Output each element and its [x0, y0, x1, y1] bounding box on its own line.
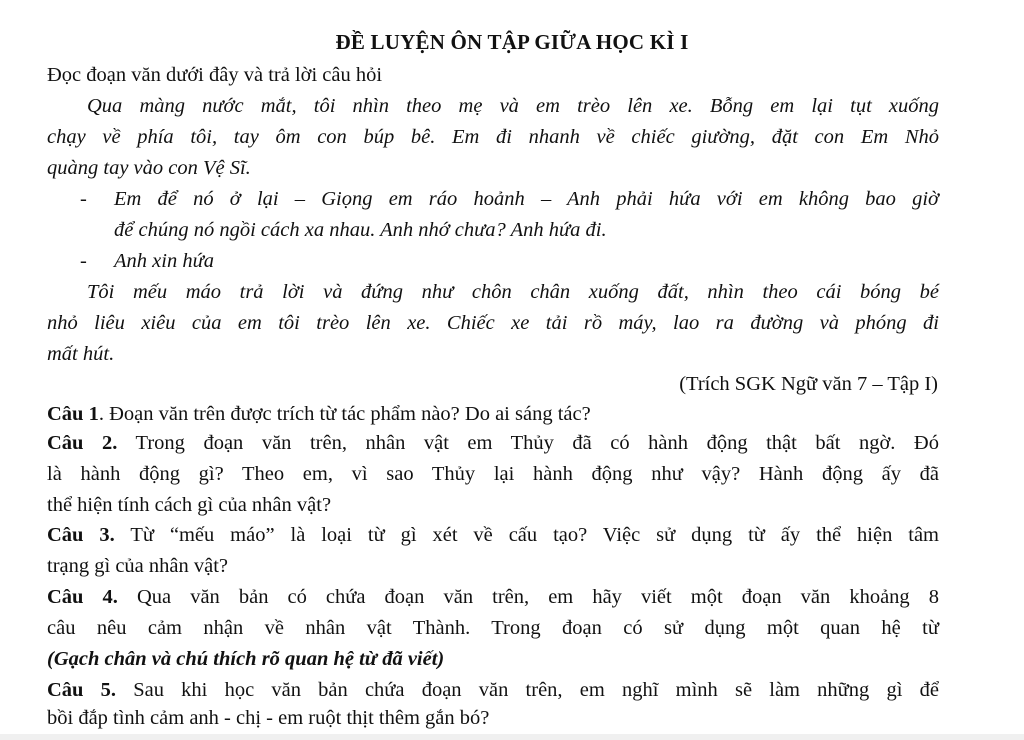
passage-line: mất hút. [47, 343, 115, 365]
question-label: Câu 3. [47, 524, 115, 546]
question-line: trạng gì của nhân vật? [47, 555, 229, 577]
question-line: bồi đắp tình cảm anh - chị - em ruột thịt thêm gắn bó? [47, 707, 490, 729]
instruction-text: Đọc đoạn văn dưới đây và trả lời câu hỏi [47, 64, 383, 86]
question-note: (Gạch chân và chú thích rõ quan hệ từ đã viết) [47, 648, 445, 670]
question-line: là hành động gì? Theo em, vì sao Thủy lại hành động như vậy? Hành động ấy đã [47, 463, 939, 485]
question-5 [47, 677, 939, 703]
question-label: Câu 1 [47, 403, 99, 425]
question-4 [47, 584, 939, 610]
passage-line: Tôi mếu máo trả lời và đứng như chôn chân xuống đất, nhìn theo cái bóng bé [87, 281, 939, 303]
passage-line: quàng tay vào con Vệ Sĩ. [47, 157, 251, 179]
question-line: thể hiện tính cách gì của nhân vật? [47, 494, 332, 516]
passage-line: nhỏ liêu xiêu của em tôi trèo lên xe. Chiếc xe tải rồ máy, lao ra đường và phóng đi [47, 312, 939, 334]
question-text: Sau khi học văn bản chứa đoạn văn trên, em nghĩ mình sẽ làm những gì để [116, 679, 939, 701]
question-label-sep: . [98, 403, 104, 425]
question-text: Từ “mếu máo” là loại từ gì xét về cấu tạo? Việc sử dụng từ ấy thể hiện tâm [114, 524, 939, 546]
question-label: Câu 2. [47, 432, 118, 454]
dialogue-line: Em để nó ở lại – Giọng em ráo hoảnh – Anh phải hứa với em không bao giờ [114, 188, 939, 210]
question-3 [47, 522, 939, 548]
dialogue-line: để chúng nó ngồi cách xa nhau. Anh nhớ chưa? Anh hứa đi. [114, 219, 607, 241]
question-2 [47, 430, 939, 456]
dialogue-line: Anh xin hứa [114, 250, 214, 272]
dialogue-bullet: - [80, 250, 87, 272]
question-1 [47, 401, 591, 427]
question-text: Qua văn bản có chứa đoạn văn trên, em hãy viết một đoạn văn khoảng 8 [117, 586, 939, 608]
passage-source: (Trích SGK Ngữ văn 7 – Tập I) [679, 373, 938, 395]
passage-line: Qua màng nước mắt, tôi nhìn theo mẹ và em trèo lên xe. Bỗng em lại tụt xuống [87, 95, 939, 117]
question-label: Câu 4. [47, 586, 118, 608]
question-label: Câu 5. [47, 679, 117, 701]
passage-line: chạy về phía tôi, tay ôm con búp bê. Em đi nhanh về chiếc giường, đặt con Em Nhỏ [47, 126, 939, 148]
dialogue-bullet: - [80, 188, 87, 210]
document-title: ĐỀ LUYỆN ÔN TẬP GIỮA HỌC KÌ I [335, 30, 689, 54]
question-line: câu nêu cảm nhận về nhân vật Thành. Trong đoạn có sử dụng một quan hệ từ [47, 617, 939, 639]
page-bottom-edge [0, 734, 1024, 740]
question-text: Trong đoạn văn trên, nhân vật em Thủy đã có hành động thật bất ngờ. Đó [117, 432, 939, 454]
question-text: Đoạn văn trên được trích từ tác phẩm nào? Do ai sáng tác? [103, 403, 591, 425]
